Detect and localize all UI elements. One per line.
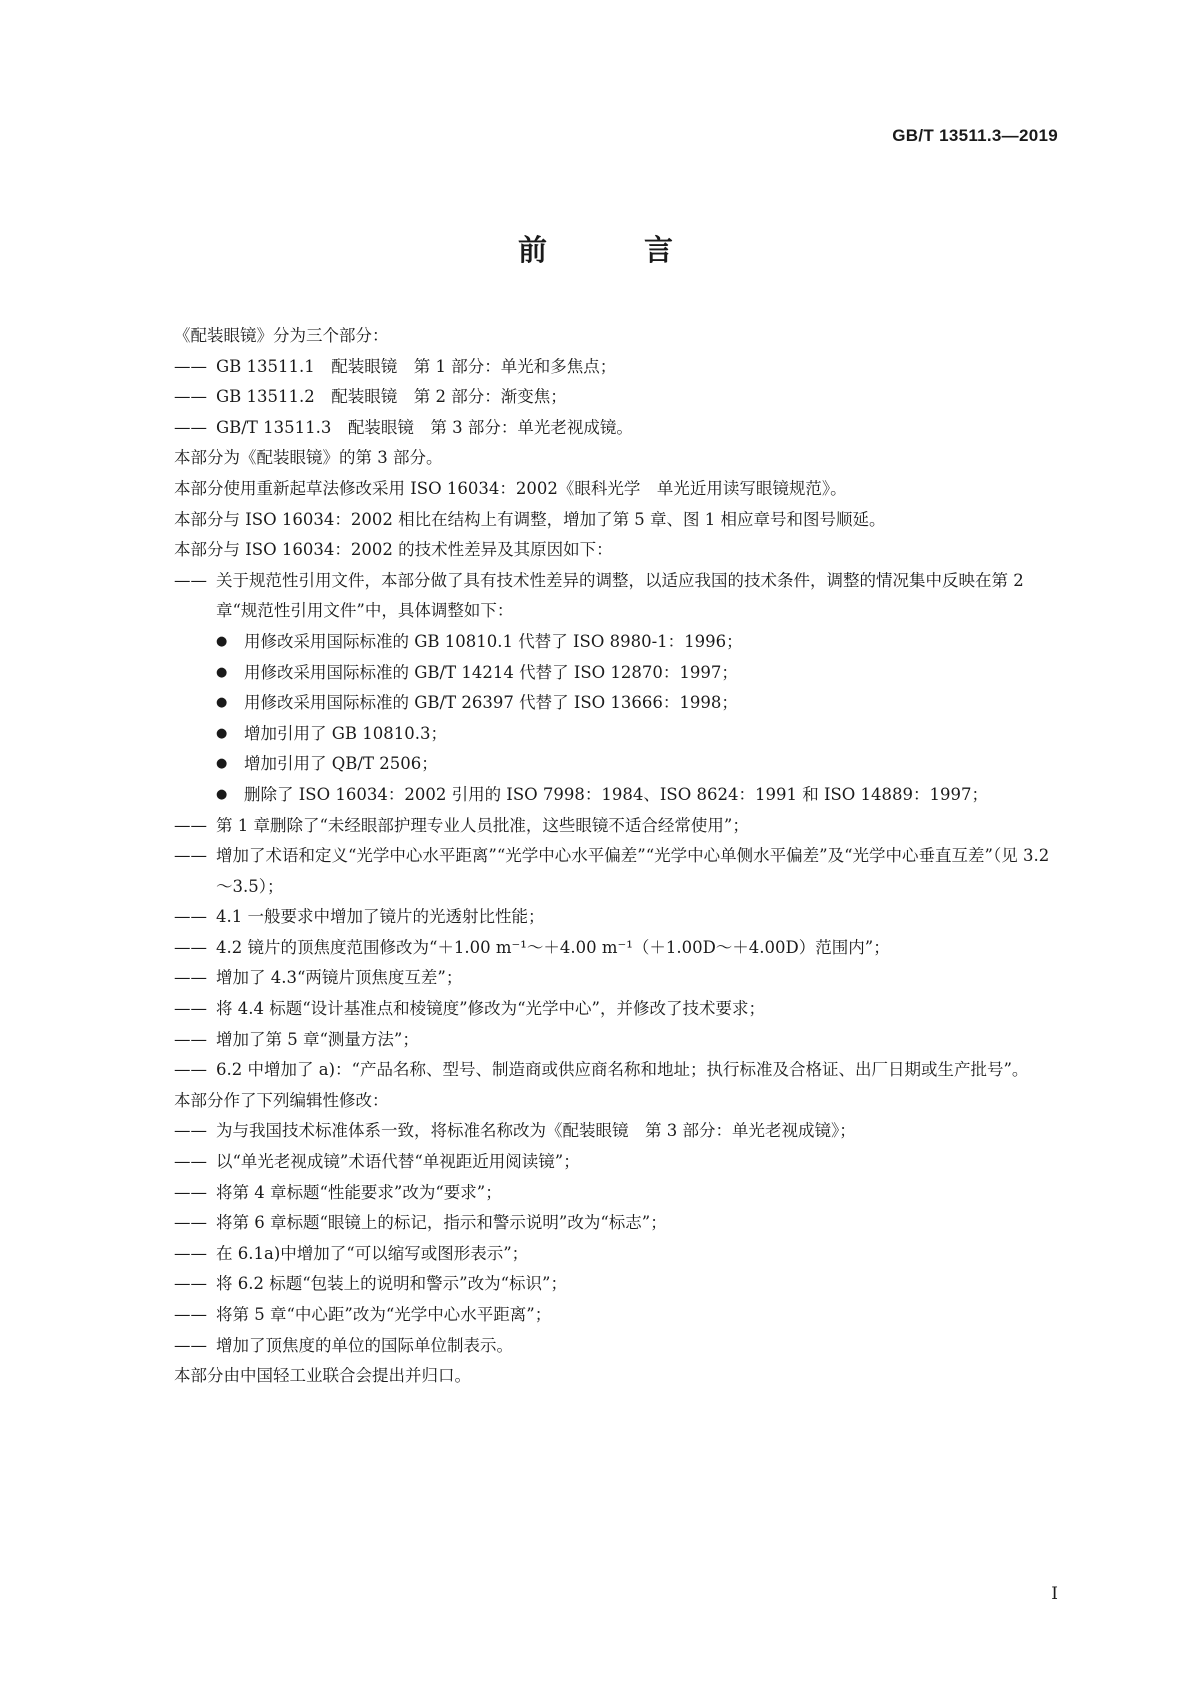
editorial-text: 以“单光老视成镜”术语代替“单视距近用阅读镜”； [216, 1152, 580, 1172]
bullet-item [174, 688, 1054, 719]
tech-diff-text: 增加了 4.3“两镜片顶焦度互差”； [216, 968, 463, 988]
dash-marker: —— [174, 1305, 207, 1324]
bullet-item [174, 780, 1054, 811]
tech-diff-text: 增加了第 5 章“测量方法”； [216, 1029, 419, 1049]
dash-marker: —— [174, 1335, 207, 1355]
part-text: GB 13511.2 配装眼镜 第 2 部分：渐变焦； [216, 387, 567, 407]
editorial-text: 增加了顶焦度的单位的国际单位制表示。 [216, 1335, 513, 1355]
part-text: GB 13511.1 配装眼镜 第 1 部分：单光和多焦点； [216, 356, 617, 376]
bullet-icon: ● [216, 786, 228, 802]
tech-diff-text: 4.1 一般要求中增加了镜片的光透射比性能； [216, 907, 545, 927]
tech-diff-text: 第 1 章删除了“未经眼部护理专业人员批准，这些眼镜不适合经常使用”； [216, 815, 749, 835]
editorial-item [174, 1178, 1054, 1209]
dash-marker: —— [174, 1243, 207, 1263]
part-item [174, 413, 1054, 444]
paragraph: 本部分为《配装眼镜》的第 3 部分。 [174, 448, 443, 468]
closing-paragraph: 本部分由中国轻工业联合会提出并归口。 [174, 1366, 471, 1386]
bullet-icon: ● [216, 756, 228, 772]
bullet-text: 增加引用了 GB 10810.3； [244, 723, 448, 743]
page-title: 前 言 [517, 233, 707, 267]
dash-marker: —— [174, 417, 207, 437]
tech-diff-item [174, 841, 1054, 902]
bullet-icon: ● [216, 695, 228, 711]
tech-diff-item [174, 963, 1054, 994]
bullet-item [174, 627, 1054, 658]
dash-marker: —— [174, 1121, 207, 1141]
dash-marker: —— [174, 570, 207, 590]
paragraph: 本部分使用重新起草法修改采用 ISO 16034：2002《眼科光学 单光近用读写眼镜规范》。 [174, 478, 847, 498]
tech-diff-text: 将 4.4 标题“设计基准点和棱镜度”修改为“光学中心”，并修改了技术要求； [216, 999, 765, 1019]
dash-marker: —— [174, 968, 207, 988]
editorial-text: 将第 4 章标题“性能要求”改为“要求”； [216, 1182, 502, 1202]
editorial-text: 将第 6 章标题“眼镜上的标记，指示和警示说明”改为“标志”； [216, 1213, 667, 1233]
page-number: I [1051, 1584, 1058, 1604]
bullet-text: 用修改采用国际标准的 GB 10810.1 代替了 ISO 8980-1：1996； [244, 631, 743, 651]
tech-diff-text: 6.2 中增加了 a)：“产品名称、型号、制造商或供应商名称和地址；执行标准及合格证、出厂日期或生产批号”。 [216, 1060, 1029, 1080]
foreword-body [174, 321, 1054, 1392]
editorial-item [174, 1239, 1054, 1270]
editorial-item [174, 1331, 1054, 1362]
editorial-item [174, 1300, 1054, 1331]
tech-diff-text: 4.2 镜片的顶焦度范围修改为“＋1.00 m⁻¹～＋4.00 m⁻¹（＋1.00D～＋4.00D）范围内”； [216, 937, 890, 957]
dash-marker: —— [174, 907, 207, 927]
tech-diff-item [174, 1025, 1054, 1056]
bullet-icon: ● [216, 633, 228, 649]
editorial-text: 将 6.2 标题“包装上的说明和警示”改为“标识”； [216, 1274, 567, 1294]
dash-marker: —— [174, 937, 207, 957]
bullet-text: 用修改采用国际标准的 GB/T 26397 代替了 ISO 13666：1998； [244, 693, 738, 713]
part-item [174, 352, 1054, 383]
bullet-item [174, 749, 1054, 780]
tech-diff-item [174, 994, 1054, 1025]
part-item [174, 382, 1054, 413]
tech-diff-item [174, 902, 1054, 933]
dash-marker: —— [174, 1152, 207, 1172]
part-text: GB/T 13511.3 配装眼镜 第 3 部分：单光老视成镜。 [216, 417, 633, 437]
bullet-icon: ● [216, 725, 228, 741]
dash-marker: —— [174, 1029, 207, 1049]
editorial-text: 在 6.1a)中增加了“可以缩写或图形表示”； [216, 1243, 529, 1263]
intro-paragraph: 《配装眼镜》分为三个部分： [174, 326, 389, 345]
dash-marker: —— [174, 846, 207, 866]
bullet-item [174, 658, 1054, 689]
bullet-item [174, 719, 1054, 750]
tech-diff-text: 关于规范性引用文件，本部分做了具有技术性差异的调整，以适应我国的技术条件，调整的情况集中反映在第 2 章“规范性引用文件”中，具体调整如下： [216, 570, 1024, 621]
bullet-text: 用修改采用国际标准的 GB/T 14214 代替了 ISO 12870：1997； [244, 662, 738, 682]
dash-marker: —— [174, 1182, 207, 1202]
tech-diff-item [174, 811, 1054, 842]
paragraph: 本部分与 ISO 16034：2002 的技术性差异及其原因如下： [174, 540, 613, 560]
dash-marker: —— [174, 1213, 207, 1233]
tech-diff-text: 增加了术语和定义“光学中心水平距离”“光学中心水平偏差”“光学中心单侧水平偏差”及“光学中心垂直互差”（见 3.2～3.5）； [216, 846, 1050, 896]
tech-diff-item [174, 1055, 1054, 1086]
bullet-text: 删除了 ISO 16034：2002 引用的 ISO 7998：1984、ISO 8624：1991 和 ISO 14889：1997； [244, 784, 989, 804]
tech-diff-item [174, 566, 1054, 627]
editorial-item [174, 1269, 1054, 1300]
dash-marker: —— [174, 815, 207, 835]
editorial-intro: 本部分作了下列编辑性修改： [174, 1090, 389, 1110]
standard-code: GB/T 13511.3—2019 [892, 126, 1058, 145]
editorial-item [174, 1116, 1054, 1147]
paragraph: 本部分与 ISO 16034：2002 相比在结构上有调整，增加了第 5 章、图 1 相应章号和图号顺延。 [174, 509, 886, 529]
editorial-item [174, 1208, 1054, 1239]
dash-marker: —— [174, 1060, 207, 1080]
dash-marker: —— [174, 387, 207, 407]
editorial-text: 将第 5 章“中心距”改为“光学中心水平距离”； [216, 1305, 552, 1324]
dash-marker: —— [174, 356, 207, 376]
dash-marker: —— [174, 1274, 207, 1294]
tech-diff-item [174, 933, 1054, 964]
dash-marker: —— [174, 999, 207, 1019]
bullet-text: 增加引用了 QB/T 2506； [244, 754, 438, 774]
editorial-text: 为与我国技术标准体系一致，将标准名称改为《配装眼镜 第 3 部分：单光老视成镜》； [216, 1121, 856, 1141]
bullet-icon: ● [216, 664, 228, 680]
editorial-item [174, 1147, 1054, 1178]
